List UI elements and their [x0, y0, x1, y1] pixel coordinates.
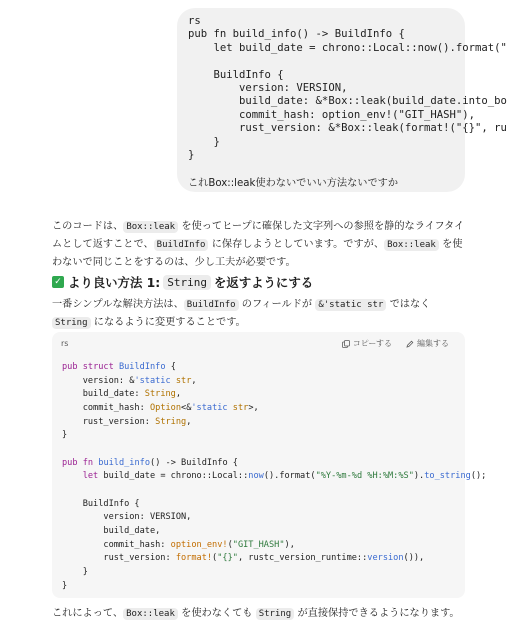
- user-code-snippet: rs pub fn build_info() -> BuildInfo { let build_date = chrono::Local::now().format(" BuildInfo { version: VERSION, build_date: &*Box::leak(build_date.into_bo commit_hash: option_env!("GIT_HASH"), rust_version: &*Box::leak(format!("{}", ru } }: [188, 15, 507, 162]
- copy-label: コピーする: [352, 339, 392, 348]
- user-message-bubble: [177, 8, 507, 192]
- user-question: これBox::leak使わないでいい方法ないですか: [188, 178, 399, 189]
- inline-code: BuildInfo: [154, 239, 209, 251]
- inline-code: BuildInfo: [184, 299, 239, 311]
- text: このコードは、: [52, 221, 124, 232]
- inline-code: Box::leak: [123, 608, 178, 620]
- pencil-icon: [406, 340, 414, 348]
- section-heading: [52, 273, 313, 291]
- answer-closing: [52, 604, 460, 619]
- heading-text: より良い方法 1:: [68, 275, 161, 290]
- edit-label: 編集する: [417, 339, 449, 348]
- code-language-label: rs: [61, 339, 69, 348]
- text: を使ってヒープに確保した文字列への参照を静的なライフタイムとして返すことで、: [52, 221, 465, 250]
- inline-code: String: [256, 608, 295, 620]
- answer-solution-text: [52, 296, 470, 332]
- inline-code: Box::leak: [384, 239, 439, 251]
- inline-code: &'static str: [315, 299, 386, 311]
- text: が直接保持できるようになります。: [294, 608, 460, 619]
- text: 一番シンプルな解決方法は、: [52, 299, 184, 310]
- text: に保存しようとしています。ですが、: [208, 239, 385, 250]
- code-actions: [342, 338, 449, 349]
- code-block: [52, 332, 487, 598]
- text: のフィールドが: [238, 299, 316, 310]
- inline-code: String: [52, 317, 91, 329]
- copy-icon: [342, 340, 350, 348]
- copy-button[interactable]: [342, 338, 392, 349]
- check-icon: ✓: [52, 276, 64, 288]
- text: ではなく: [386, 299, 431, 310]
- inline-code: Box::leak: [123, 221, 178, 233]
- heading-text: を返すようにする: [213, 275, 314, 290]
- code-body: pub struct BuildInfo { version: &'static str, build_date: String, commit_hash: Option<&'static str>, rust_version: String, } pub fn build_info() -> BuildInfo { let build_date = chrono::Local::now().format("%Y-%m-%d %H:%M:%S").to_string(); BuildInfo { version: VERSION, build_date, commit_hash: option_env!("GIT_HASH"), rust_version: format!("{}", rustc_version_runtime::version()), } }: [62, 362, 487, 591]
- heading-inline-code: String: [163, 275, 211, 290]
- text: を使わなくても: [177, 608, 256, 619]
- text: になるように変更することです。: [90, 317, 246, 328]
- edit-button[interactable]: [406, 338, 449, 349]
- text: を使わないで同じことをするのは、少し工夫が必要です。: [52, 239, 463, 268]
- text: これによって、: [52, 608, 124, 619]
- answer-intro: [52, 218, 470, 271]
